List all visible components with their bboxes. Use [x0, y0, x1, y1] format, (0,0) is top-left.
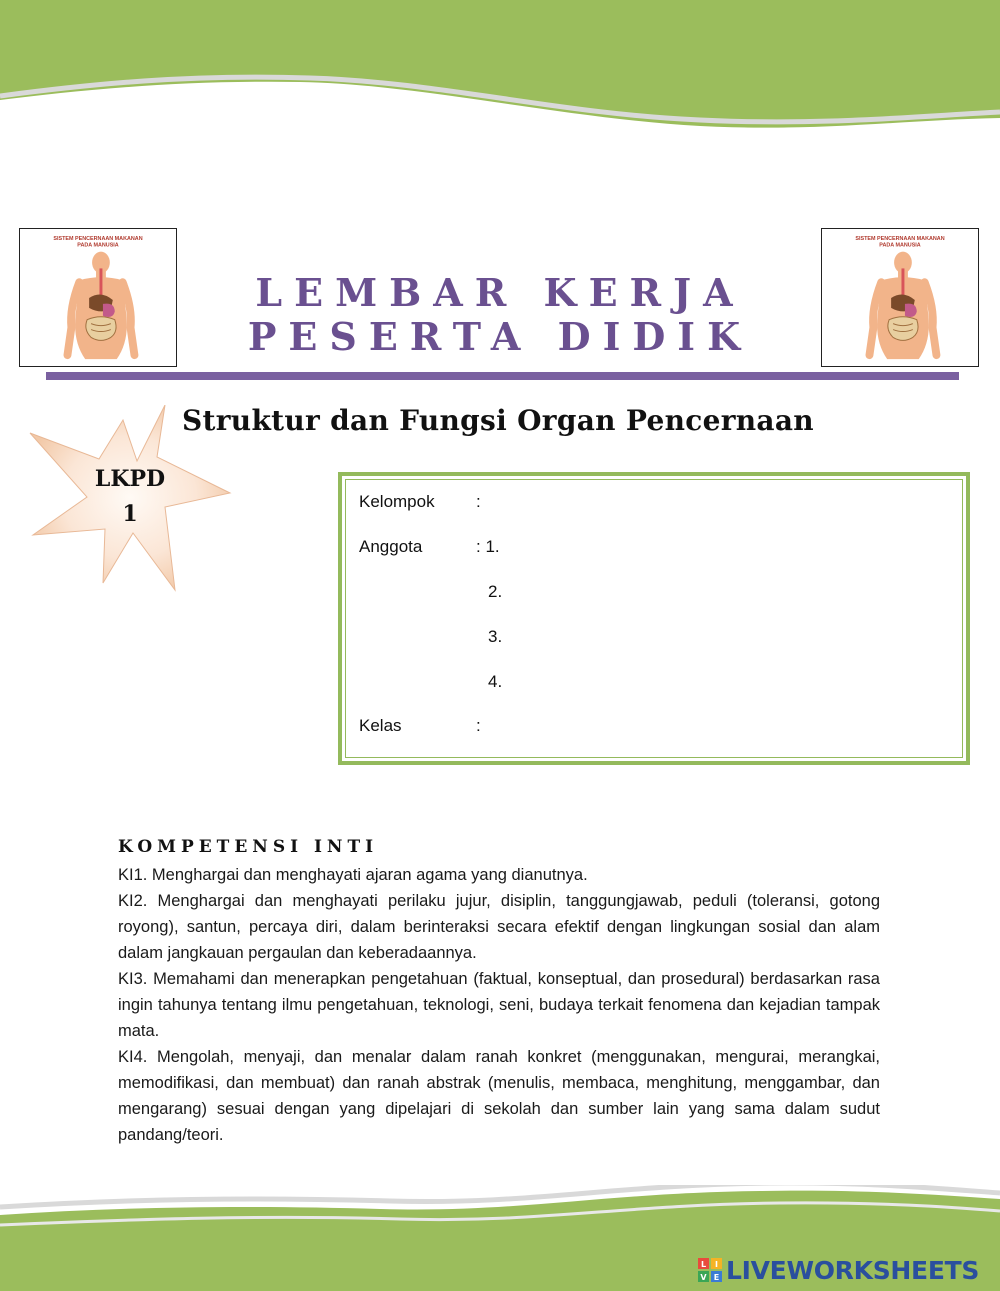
competency-list	[118, 862, 880, 1148]
members-label: Anggota	[359, 537, 423, 556]
image-caption-line2: PADA MANUSIA	[879, 242, 921, 249]
member-field-4[interactable]: 4.	[488, 672, 503, 691]
svg-text:L: L	[700, 1260, 707, 1269]
lkpd-label: LKPD	[94, 466, 166, 492]
image-caption-line1: SISTEM PENCERNAAN MAKANAN	[855, 235, 945, 242]
group-field[interactable]: :	[476, 492, 481, 511]
group-label: Kelompok	[359, 492, 435, 511]
svg-text:E: E	[713, 1273, 720, 1282]
svg-text:V: V	[700, 1273, 707, 1282]
competency-heading: KOMPETENSI INTI	[118, 837, 379, 857]
competency-ki4: KI4. Mengolah, menyaji, dan menalar dalam ranah konkret (menggunakan, mengurai, merangkai, memodifikasi, dan membuat) dan ranah abstrak (menulis, membaca, menghitung, menggambar, dan mengarang) sesuai dengan yang dipelajari di sekolah dan sumber lain yang sama dalam sudut pandang/teori.	[118, 1048, 880, 1144]
liveworksheets-wordmark: LIVEWORKSHEETS	[726, 1255, 980, 1285]
class-label: Kelas	[359, 716, 402, 735]
digestive-system-image-left	[19, 228, 177, 367]
liveworksheets-brand[interactable]	[698, 1255, 979, 1285]
lkpd-number: 1	[122, 501, 138, 527]
digestive-system-image-right	[821, 228, 979, 367]
image-caption-line2: PADA MANUSIA	[77, 242, 119, 249]
student-identity-box	[338, 472, 970, 765]
title-divider	[46, 372, 959, 380]
svg-text:I: I	[715, 1260, 718, 1269]
worksheet-subtitle: Struktur dan Fungsi Organ Pencernaan	[182, 404, 814, 437]
header-wave	[0, 0, 1000, 140]
competency-ki3: KI3. Memahami dan menerapkan pengetahuan (faktual, konseptual, dan prosedural) berdasarkan rasa ingin tahunya tentang ilmu pengetahuan, teknologi, seni, budaya terkait fenomena dan kejadian tampak mata.	[118, 970, 880, 1040]
member-field-2[interactable]: 2.	[488, 582, 503, 601]
member-field-3[interactable]: 3.	[488, 627, 503, 646]
competency-ki1: KI1. Menghargai dan menghayati ajaran agama yang dianutnya.	[118, 866, 588, 884]
competency-ki2: KI2. Menghargai dan menghayati perilaku jujur, disiplin, tanggungjawab, peduli (toleransi, gotong royong), santun, percaya diri, dalam berinteraksi secara efektif dengan lingkungan sosial dan alam dalam jangkauan pergaulan dan keberadaannya.	[118, 892, 880, 962]
member-field-1[interactable]: : 1.	[476, 537, 500, 556]
page-title-line1: LEMBAR KERJA	[255, 270, 745, 315]
class-field[interactable]: :	[476, 716, 481, 735]
liveworksheets-logo-icon	[698, 1258, 722, 1282]
image-caption-line1: SISTEM PENCERNAAN MAKANAN	[53, 235, 143, 242]
page-title-line2: PESERTA DIDIK	[247, 314, 753, 359]
